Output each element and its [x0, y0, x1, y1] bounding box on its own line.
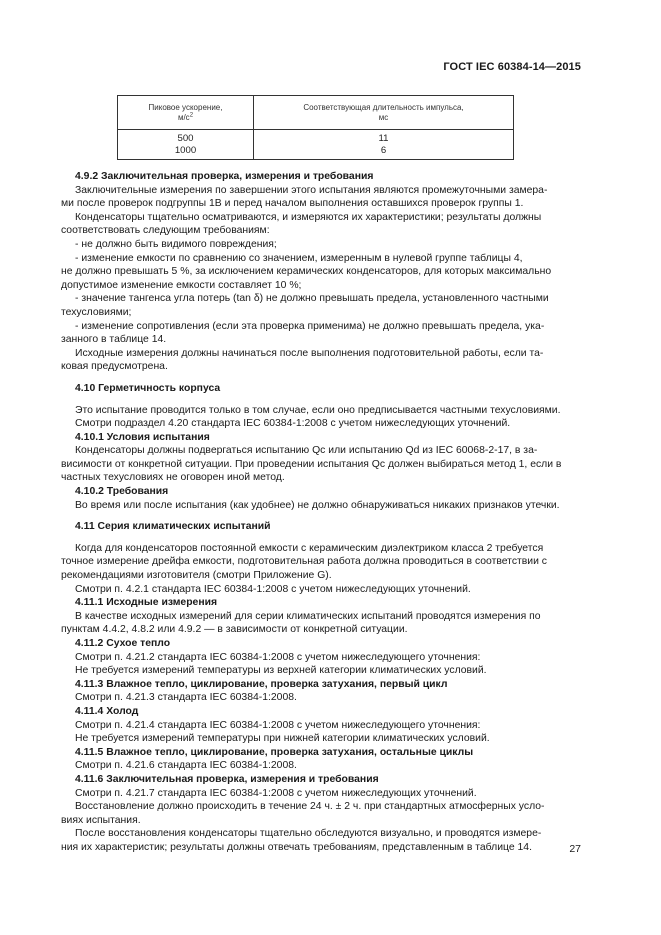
text-line: Смотри п. 4.21.7 стандарта IEC 60384-1:2008 с учетом нижеследующих уточнений.	[75, 787, 477, 799]
text-line: рекомендациями изготовителя (смотри Приложение G).	[61, 570, 332, 582]
text-line: висимости от конкретной ситуации. При проведении испытания Qc должен выбираться метод 1, если в	[61, 458, 562, 470]
document-header: ГОСТ IEC 60384-14—2015	[443, 61, 581, 73]
text-line: Это испытание проводится только в том случае, если оно предписывается частными техусловиями.	[75, 404, 561, 416]
text-line: Смотри п. 4.21.3 стандарта IEC 60384-1:2008.	[75, 692, 297, 704]
text-line: виях испытания.	[61, 814, 141, 826]
text-line: Смотри п. 4.21.6 стандарта IEC 60384-1:2008.	[75, 760, 297, 772]
col-accel-unit-sup: 2	[189, 111, 194, 118]
section-heading: 4.9.2 Заключительная проверка, измерения и требования	[75, 171, 374, 182]
text-line: Смотри п. 4.21.4 стандарта IEC 60384-1:2008 с учетом нижеследующего уточнения:	[75, 719, 481, 731]
text-line: Когда для конденсаторов постоянной емкости с керамическим диэлектриком класса 2 требуется	[75, 542, 544, 554]
text-line: Не требуется измерений температуры из верхней категории климатических условий.	[75, 665, 487, 677]
text-line: Не требуется измерений температуры при нижней категории климатических условий.	[75, 733, 490, 745]
col-duration-title: Соответствующая длительность импульса,	[303, 102, 464, 112]
text-line: допустимое изменение емкости составляет 10 %;	[61, 279, 302, 291]
section-heading: 4.11.2 Сухое тепло	[75, 638, 171, 649]
pulse-table	[117, 95, 514, 160]
section-heading: 4.11.5 Влажное тепло, циклирование, проверка затухания, остальные циклы	[75, 746, 474, 758]
text-line: не должно превышать 5 %, за исключением керамических конденсаторов, для которых максимально	[61, 266, 552, 278]
spacer	[75, 512, 582, 520]
text-line: пунктам 4.4.2, 4.8.2 или 4.9.2 — в зависимости от конкретной ситуации.	[61, 624, 408, 636]
col-duration-header	[254, 96, 514, 130]
col-duration-unit: мс	[378, 112, 389, 122]
text-line: Исходные измерения должны начинаться после выполнения подготовительной работы, если та-	[75, 347, 544, 359]
table-row	[118, 145, 514, 160]
col-accel-unit: м/с	[177, 112, 190, 122]
document-body	[61, 170, 582, 855]
text-line: Смотри п. 4.21.2 стандарта IEC 60384-1:2008 с учетом нижеследующего уточнения:	[75, 651, 481, 663]
text-line: частных техусловиях не оговорен иной метод.	[61, 472, 285, 484]
col-accel-title: Пиковое ускорение,	[148, 102, 223, 112]
spacer	[75, 534, 582, 542]
text-line: ния их характеристик; результаты должны отвечать требованиям, представленным в таблице 14.	[61, 841, 532, 853]
section-heading: 4.10 Герметичность корпуса	[75, 382, 221, 394]
text-line: Смотри подраздел 4.20 стандарта IEC 60384-1:2008 с учетом нижеследующих уточнений.	[75, 418, 511, 430]
text-line: точное измерение дрейфа емкости, подготовительная работа должна проводиться в соответствии с	[61, 556, 547, 568]
spacer	[75, 374, 582, 382]
text-line: - изменение емкости по сравнению со значением, измеренным в нулевой группе таблицы 4,	[75, 252, 523, 264]
cell-duration: 6	[254, 145, 514, 160]
text-line: Заключительные измерения по завершении этого испытания являются промежуточными замера-	[75, 184, 548, 196]
cell-duration: 11	[254, 130, 514, 145]
section-heading: 4.11 Серия климатических испытаний	[75, 521, 271, 533]
text-line: соответствовать следующим требованиям:	[61, 225, 270, 237]
section-heading: 4.11.1 Исходные измерения	[75, 597, 218, 609]
text-line: Во время или после испытания (как удобнее) не должно обнаруживаться никаких признаков утечки.	[75, 499, 560, 511]
text-line: Конденсаторы тщательно осматриваются, и измеряются их характеристики; результаты должны	[75, 211, 542, 223]
text-line: Смотри п. 4.2.1 стандарта IEC 60384-1:2008 с учетом нижеследующих уточнений.	[75, 583, 471, 595]
section-heading: 4.11.3 Влажное тепло, циклирование, проверка затухания, первый цикл	[75, 678, 448, 690]
text-line: - не должно быть видимого повреждения;	[75, 238, 277, 250]
text-line: Восстановление должно происходить в течение 24 ч. ± 2 ч. при стандартных атмосферных усло-	[75, 801, 545, 813]
text-line: - значение тангенса угла потерь (tan δ) не должно превышать предела, установленного частными	[75, 293, 549, 305]
section-heading: 4.10.2 Требования	[75, 486, 169, 498]
text-line: В качестве исходных измерений для серии климатических испытаний проводятся измерения по	[75, 610, 541, 622]
text-line: занного в таблице 14.	[61, 334, 167, 346]
page-number: 27	[569, 843, 581, 855]
cell-accel: 1000	[118, 145, 254, 160]
col-accel-header	[118, 96, 254, 130]
text-line: ми после проверок подгруппы 1B и перед началом выполнения оставшихся проверок группы 1.	[61, 198, 524, 210]
table-row	[118, 130, 514, 145]
text-line: техусловиями;	[61, 306, 132, 318]
cell-accel: 500	[118, 130, 254, 145]
text-line: ковая предусмотрена.	[61, 361, 168, 373]
section-heading: 4.10.1 Условия испытания	[75, 431, 210, 443]
text-line: Конденсаторы должны подвергаться испытанию Qc или испытанию Qd из IEC 60068-2-17, в за-	[75, 445, 538, 457]
text-line: - изменение сопротивления (если эта проверка применима) не должно превышать предела, ука-	[75, 320, 545, 332]
section-heading: 4.11.6 Заключительная проверка, измерения и требования	[75, 773, 379, 785]
section-heading: 4.11.4 Холод	[75, 705, 139, 717]
text-line: После восстановления конденсаторы тщательно обследуются визуально, и проводятся измере-	[75, 828, 542, 840]
spacer	[75, 396, 582, 404]
